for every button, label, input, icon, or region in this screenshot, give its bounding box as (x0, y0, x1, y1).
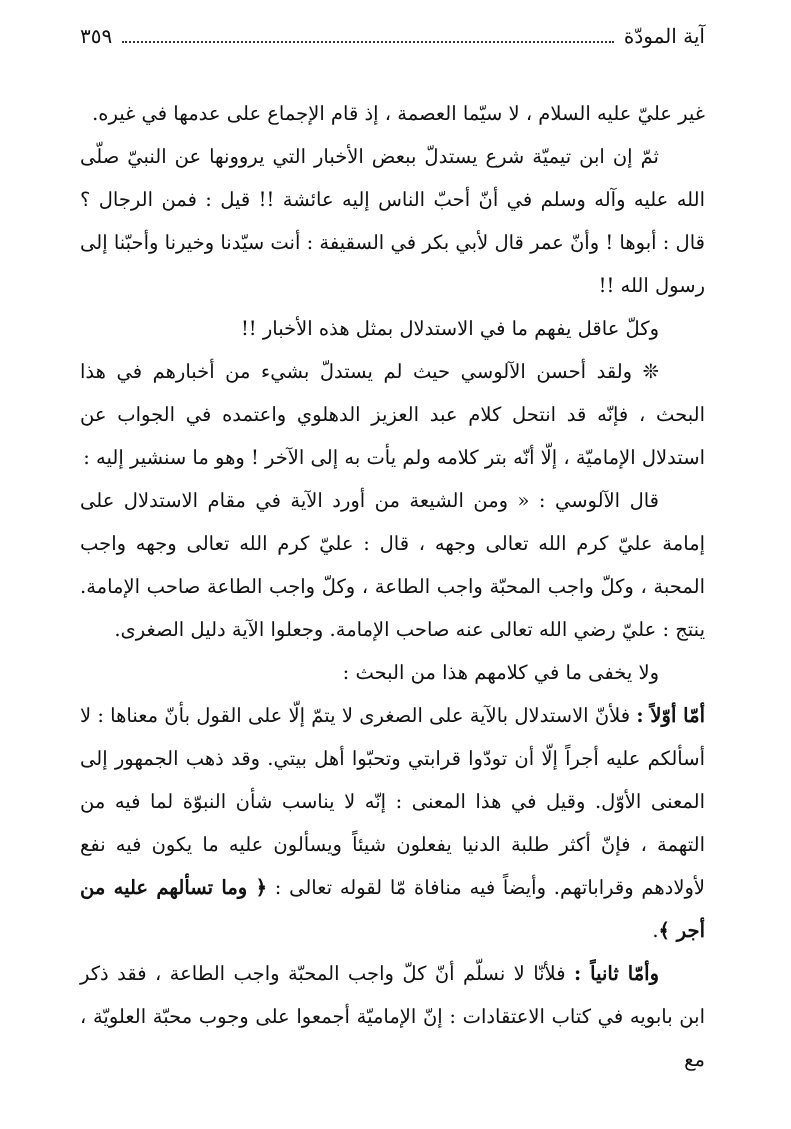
section-marker-icon: ❊ (642, 360, 659, 383)
running-title: آية المودّة (623, 24, 705, 48)
paragraph (80, 694, 705, 952)
page-number: ٣٥٩ (80, 24, 113, 48)
paragraph (80, 952, 705, 1081)
paragraph-text: فلأنّ الاستدلال بالآية على الصغرى لا يتمّ إلّا على القول بأنّ معناها : لا أسألكم عليه أجراً إلّا أن تودّوا قرابتي وتحبّوا أهل بيتي. وقد ذهب الجمهور إلى المعنى الأوّل. وقيل في هذا المعنى : إنّه لا يناسب شأن النبوّة لما فيه من التهمة ، فإنّ أكثر طلبة الدنيا يفعلون شيئاً ويسألون عليه ما يكون فيه نفع لأولادهم وقراباتهم. وأيضاً فيه منافاة مّا لقوله تعالى : (80, 704, 706, 899)
body-text (80, 92, 705, 1081)
dotted-leader (122, 27, 614, 43)
paragraph-lead: وأمّا ثانياً : (573, 962, 660, 985)
paragraph: وكلّ عاقل يفهم ما في الاستدلال بمثل هذه الأخبار !! (240, 317, 659, 340)
paragraph-text: فلأنّا لا نسلّم أنّ كلّ واجب المحبّة واجب الطاعة ، فقد ذكر ابن بابويه في كتاب الاعتقادات : إنّ الإماميّة أجمعوا على وجوب محبّة العلويّة ، مع (80, 962, 705, 1071)
paragraph: غير عليّ عليه السلام ، لا سيّما العصمة ، إذ قام الإجماع على عدمها في غيره. (92, 102, 705, 125)
quran-quote: ﴿ وما تسألهم عليه من أجر ﴾ (80, 876, 705, 942)
paragraph: ولا يخفى ما في كلامهم هذا من البحث : (342, 661, 659, 684)
paragraph-lead: أمّا أوّلاً : (636, 704, 705, 727)
paragraph-text: ولقد أحسن الآلوسي حيث لم يستدلّ بشيء من أخبارهم في هذا البحث ، فإنّه قد انتحل كلام عبد العزيز الدهلوي واعتمده في الجواب عن استدلال الإماميّة ، إلّا أنّه بتر كلامه ولم يأت به إلى الآخر ! وهو ما سنشير إليه : (80, 360, 705, 469)
paragraph: ثمّ إن ابن تيميّة شرع يستدلّ ببعض الأخبار التي يروونها عن النبيّ صلّى الله عليه وآله وسلم في أنّ أحبّ الناس إليه عائشة !! قيل : فمن الرجال ؟ قال : أبوها ! وأنّ عمر قال لأبي بكر في السقيفة : أنت سيّدنا وخيرنا وأحبّنا إلى رسول الله !! (80, 145, 705, 297)
page-header (80, 24, 705, 60)
paragraph-end: . (652, 919, 659, 942)
paragraph: قال الآلوسي : « ومن الشيعة من أورد الآية في مقام الاستدلال على إمامة عليّ كرم الله تعالى وجهه ، قال : عليّ كرم الله تعالى وجهه واجب المحبة ، وكلّ واجب المحبّة واجب الطاعة ، وكلّ واجب الطاعة صاحب الإمامة. ينتج : عليّ رضي الله تعالى عنه صاحب الإمامة. وجعلوا الآية دليل الصغرى. (80, 489, 705, 641)
paragraph (80, 350, 705, 479)
